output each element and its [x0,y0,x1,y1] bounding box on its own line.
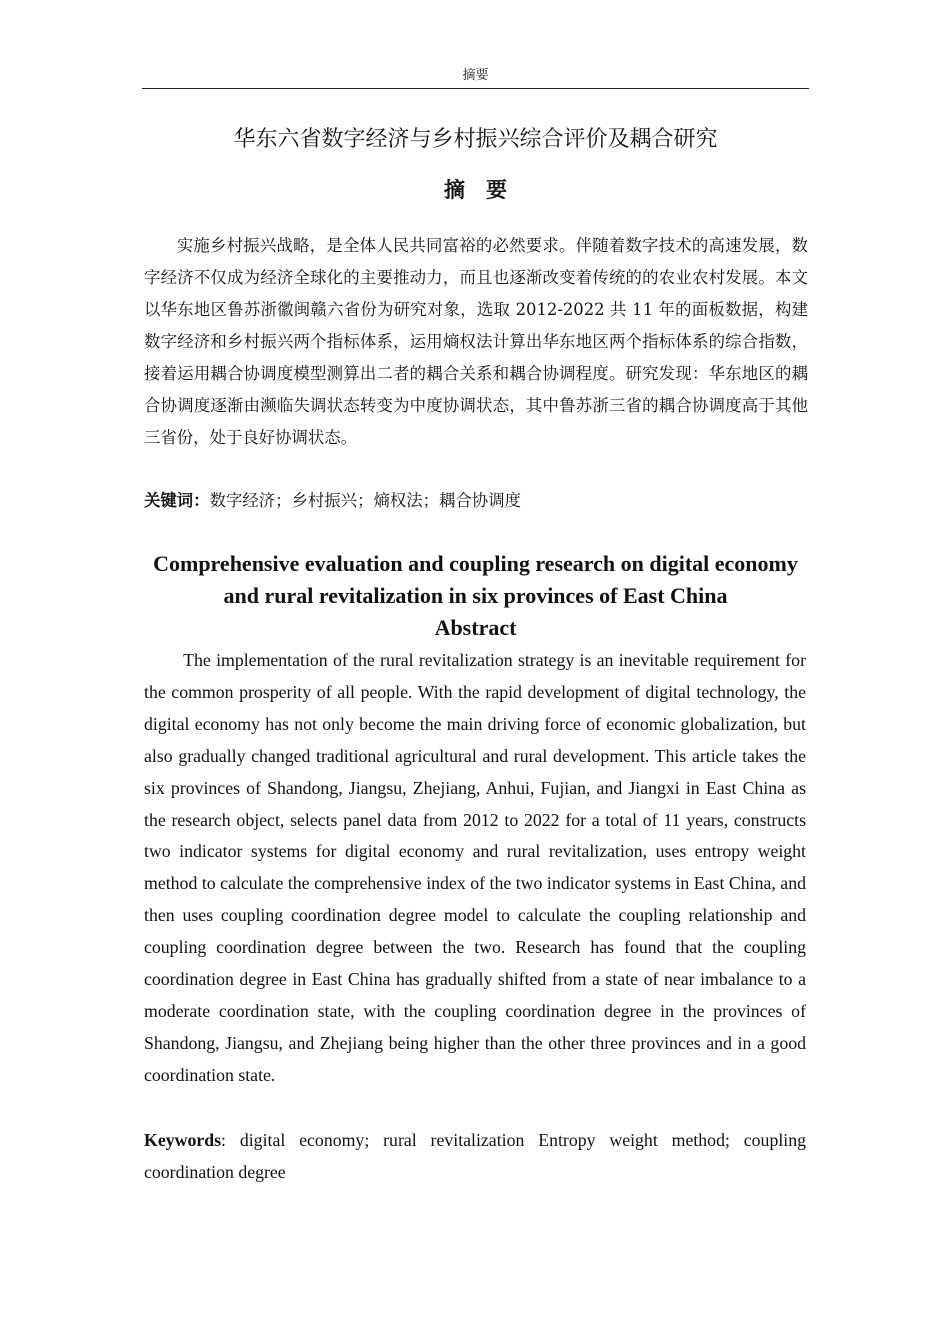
chinese-keywords-list: 数字经济；乡村振兴；熵权法；耦合协调度 [209,491,521,510]
english-keywords-label: Keywords [144,1130,222,1150]
english-abstract-body: The implementation of the rural revitalization strategy is an inevitable requirement for the common prosperity of all people. With the rapid development of digital technology, the digital economy has not only become the main driving force of economic globalization, but also gradually changed traditional agricultural and rural development. This article takes the six provinces of Shandong, Jiangsu, Zhejiang, Anhui, Fujian, and Jiangxi in East China as the research object, selects panel data from 2012 to 2022 for a total of 11 years, constructs two indicator systems for digital economy and rural revitalization, uses entropy weight method to calculate the comprehensive index of the two indicator systems in East China, and then uses coupling coordination degree model to calculate the coupling relationship and coupling coordination degree between the two. Research has found that the coupling coordination degree in East China has gradually shifted from a state of near imbalance to a moderate coordination state, with the coupling coordination degree in the provinces of Shandong, Jiangsu, and Zhejiang being higher than the other three provinces and in a good coordination state. [144,650,806,1085]
header-rule [142,88,809,89]
chinese-keywords [144,485,808,517]
chinese-title: 华东六省数字经济与乡村振兴综合评价及耦合研究 [233,127,718,152]
chinese-keywords-label: 关键词： [144,491,210,510]
english-title: Comprehensive evaluation and coupling research on digital economy and rural revitalization in six provinces of East China [153,551,798,608]
english-keywords [144,1124,806,1188]
english-keywords-list: : digital economy; rural revitalization Entropy weight method; coupling coordination degree [144,1130,806,1182]
chinese-abstract-heading: 摘 要 [444,178,507,202]
running-header: 摘要 [462,68,489,83]
chinese-abstract-body: 实施乡村振兴战略，是全体人民共同富裕的必然要求。伴随着数字技术的高速发展，数字经济不仅成为经济全球化的主要推动力，而且也逐渐改变着传统的的农业农村发展。本文以华东地区鲁苏浙徽闽赣六省份为研究对象，选取 2012-2022 共 11 年的面板数据，构建数字经济和乡村振兴两个指标体系，运用熵权法计算出华东地区两个指标体系的综合指数，接着运用耦合协调度模型测算出二者的耦合关系和耦合协调程度。研究发现：华东地区的耦合协调度逐渐由濒临失调状态转变为中度协调状态，其中鲁苏浙三省的耦合协调度高于其他三省份，处于良好协调状态。 [144,236,808,447]
english-abstract-heading: Abstract [434,615,517,640]
